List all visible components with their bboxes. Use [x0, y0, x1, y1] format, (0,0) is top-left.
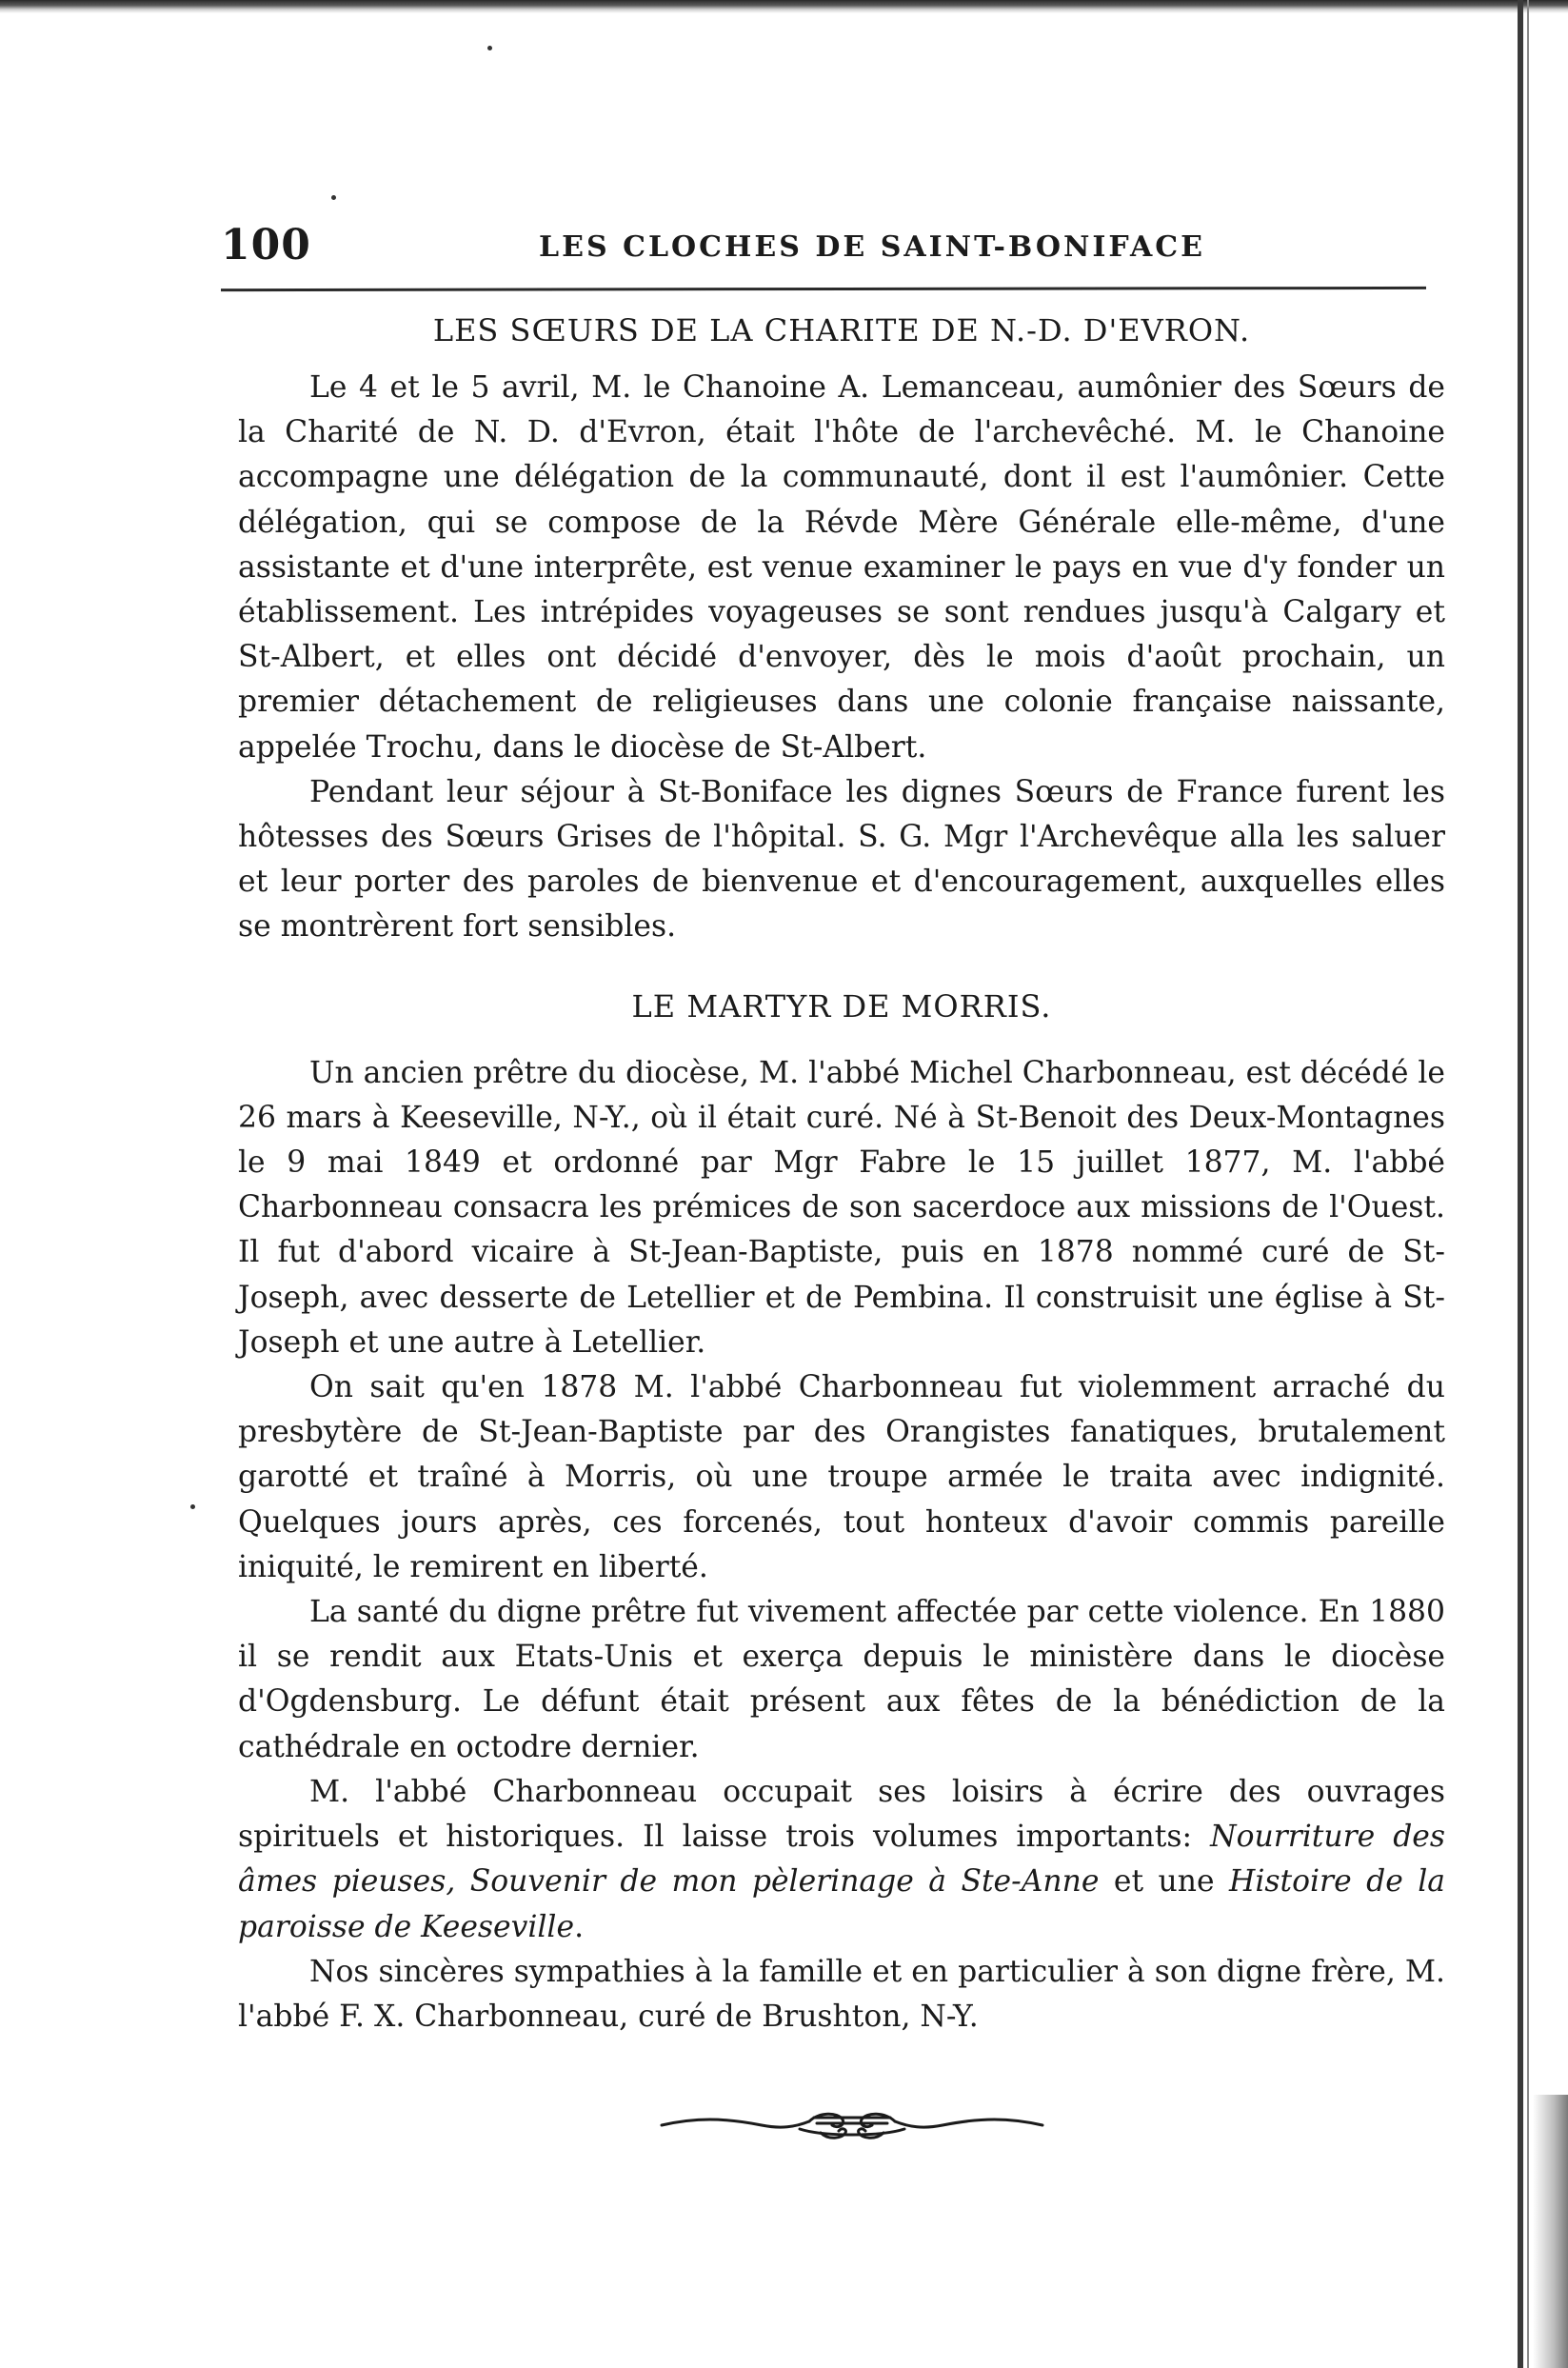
page-header	[221, 221, 1422, 278]
header-rule	[221, 287, 1426, 291]
book-title-nourriture: Nourriture des âmes pieuses,	[238, 1820, 1445, 1900]
right-border-thin-rule	[1527, 0, 1529, 2368]
print-speck	[331, 195, 336, 200]
section-title-soeurs: LES SŒURS DE LA CHARITE DE N.-D. D'EVRON.	[432, 312, 1251, 348]
paragraph: La santé du digne prêtre fut vivement affectée par cette violence. En 1880 il se rendit aux Etats-Unis et exerça depuis le ministère dans le diocèse d'Ogdensburg. Le défunt était présent aux fêtes de la bénédiction de la cathédrale en octodre dernier.	[238, 1595, 1445, 1764]
page-number: 100	[221, 221, 311, 269]
books-text-between	[455, 1864, 469, 1899]
page-body	[238, 307, 1445, 2040]
flourish-ornament-icon	[657, 2104, 1047, 2142]
paragraph: Le 4 et le 5 avril, M. le Chanoine A. Lemanceau, aumônier des Sœurs de la Charité de N. D. d'Evron, était l'hôte de l'archevêché. M. le Chanoine accompagne une délégation de la communauté, dont il est l'aumônier. Cette délégation, qui se compose de la Révde Mère Générale elle-même, d'une assistante et d'une interprête, est venue examiner le pays en vue d'y fonder un établissement. Les intrépides voyageuses se sont rendues jusqu'à Calgary et St-Albert, et elles ont décidé d'envoyer, dès le mois d'août prochain, un premier détachement de religieuses dans une colonie française naissante, appelée Trochu, dans le diocèse de St-Albert.	[238, 370, 1445, 765]
top-border-rule	[0, 0, 1568, 13]
right-border-rule	[1518, 0, 1523, 2368]
print-speck	[487, 46, 492, 50]
books-text-after: .	[574, 1909, 585, 1944]
paragraph: Un ancien prêtre du diocèse, M. l'abbé Michel Charbonneau, est décédé le 26 mars à Keeseville, N-Y., où il était curé. Né à St-Benoit des Deux-Montagnes le 9 mai 1849 et ordonné par Mgr Fabre le 15 juillet 1877, M. l'abbé Charbonneau consacra les prémices de son sacerdoce aux missions de l'Ouest. Il fut d'abord vicaire à St-Jean-Baptiste, puis en 1878 nommé curé de St-Joseph, avec desserte de Letellier et de Pembina. Il construisit une église à St-Joseph et une autre à Letellier.	[238, 1055, 1445, 1360]
paragraph-closing: Nos sincères sympathies à la famille et en particulier à son digne frère, M. l'abbé F. X. Charbonneau, curé de Brushton, N-Y.	[238, 1954, 1445, 2034]
section-title-martyr: LE MARTYR DE MORRIS.	[631, 987, 1052, 1025]
running-title: LES CLOCHES DE SAINT-BONIFACE	[539, 230, 1205, 264]
print-speck	[190, 1504, 195, 1509]
page-edge-shadow	[1533, 2095, 1568, 2368]
books-text-before: M. l'abbé Charbonneau occupait ses loisirs à écrire des ouvrages spirituels et historiques. Il laisse trois volumes importants:	[238, 1774, 1445, 1855]
paragraph: Pendant leur séjour à St-Boniface les dignes Sœurs de France furent les hôtesses des Sœurs Grises de l'hôpital. S. G. Mgr l'Archevêque alla les saluer et leur porter des paroles de bienvenue et d'encouragement, auxquelles elles se montrèrent fort sensibles.	[238, 774, 1445, 945]
book-title-histoire: Histoire de la paroisse de Keeseville	[238, 1864, 1445, 1944]
paragraph: On sait qu'en 1878 M. l'abbé Charbonneau fut violemment arraché du presbytère de St-Jean-Baptiste par des Orangistes fanatiques, brutalement garotté et traîné à Morris, où une troupe armée le traita avec indignité. Quelques jours après, ces forcenés, tout honteux d'avoir commis pareille iniquité, le remirent en liberté.	[238, 1370, 1445, 1584]
paragraph-books	[238, 1770, 1445, 1950]
books-text-between: et une	[1099, 1864, 1229, 1900]
book-title-souvenir: Souvenir de mon pèlerinage à Ste-Anne	[469, 1864, 1100, 1900]
